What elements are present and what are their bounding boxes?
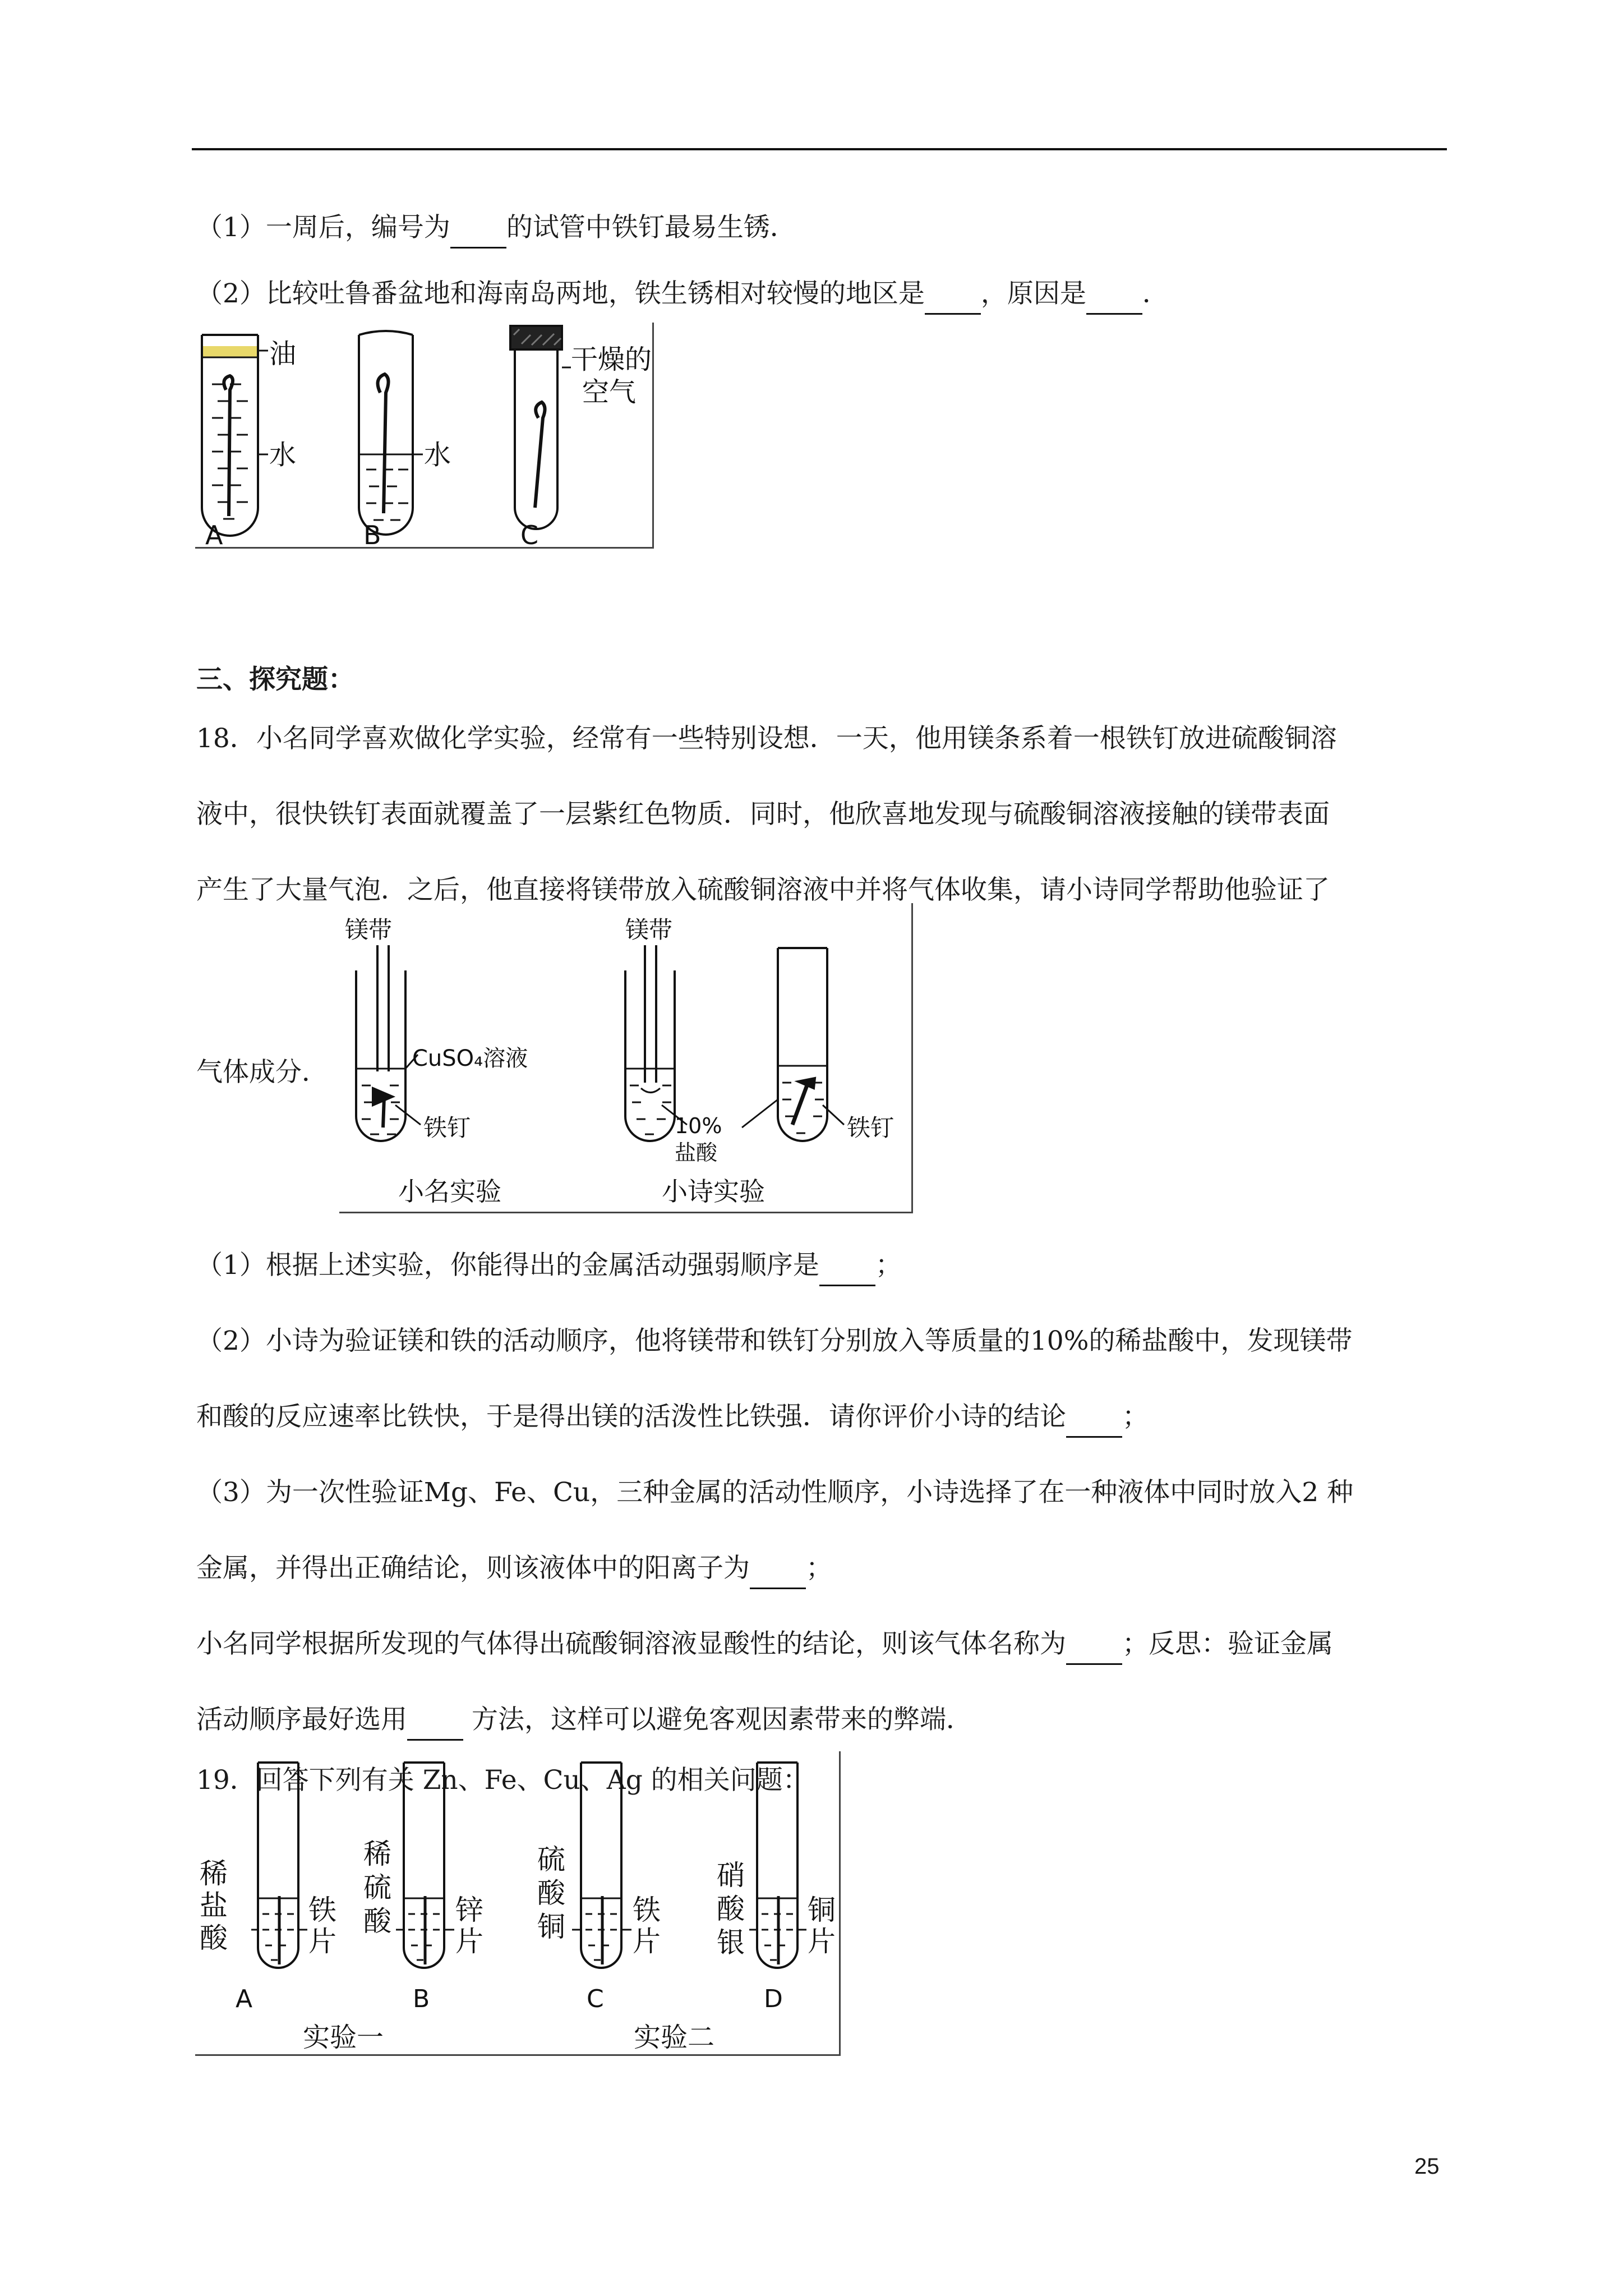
- label-a-right-1: 铁: [308, 1894, 336, 1926]
- label-mg-strip-2: 镁带: [625, 916, 673, 944]
- tube-a: [202, 335, 268, 536]
- label-c-left-3: 铜: [537, 1911, 565, 1943]
- label-oil: 油: [269, 338, 297, 370]
- answer-blank: [407, 1701, 463, 1741]
- q18-part2-line1: （2）小诗为验证镁和铁的活动顺序，他将镁带和铁钉分别放入等质量的10%的稀盐酸中，发现镁带: [196, 1326, 1353, 1356]
- tube-c: [510, 326, 571, 529]
- label-cuso4: CuSO₄溶液: [412, 1046, 528, 1071]
- q17-part1: （1）一周后，编号为 的试管中铁钉最易生锈．: [196, 209, 1447, 249]
- answer-blank: [450, 209, 506, 249]
- tube-d: [749, 1763, 806, 1968]
- label-iron-nail-2: 铁钉: [847, 1114, 895, 1142]
- label-dry-air-1: 干燥的: [571, 344, 652, 375]
- label-d-left-2: 酸: [717, 1893, 745, 1925]
- xiaoshi-tube-1: [625, 945, 687, 1141]
- label-b-left-2: 硫: [363, 1871, 391, 1904]
- q17-test-tube-figure: [195, 323, 654, 549]
- tube-c: [572, 1763, 631, 1968]
- label-a-right-2: 片: [308, 1925, 336, 1958]
- answer-blank: [1066, 1625, 1122, 1665]
- answer-blank: [925, 275, 981, 315]
- q18-part3-line1: （3）为一次性验证Mg、Fe、Cu，三种金属的活动性顺序，小诗选择了在一种液体中同时放入2 种: [196, 1477, 1354, 1508]
- page-number: 25: [1414, 2154, 1440, 2179]
- xiaoshi-tube-2: [742, 948, 844, 1141]
- label-b-right-1: 锌: [455, 1894, 483, 1926]
- answer-blank: [750, 1549, 806, 1589]
- label-c-left-2: 酸: [537, 1877, 565, 1910]
- label-b-right-2: 片: [455, 1925, 483, 1958]
- q18-line-2: 液中，很快铁钉表面就覆盖了一层紫红色物质．同时，他欣喜地发现与硫酸铜溶液接触的镁带表面: [196, 799, 1330, 830]
- label-a-left-3: 酸: [200, 1922, 228, 1954]
- q18-part2-line2: 和酸的反应速率比铁快，于是得出镁的活泼性比铁强．请你评价小诗的结论 ；: [196, 1398, 1447, 1438]
- label-d-right-2: 片: [808, 1925, 836, 1958]
- label-c-right-1: 铁: [633, 1894, 661, 1926]
- tube-label-b: B: [363, 520, 381, 547]
- tube-b: [359, 331, 423, 535]
- answer-blank: [1066, 1398, 1122, 1438]
- answer-blank: [1086, 275, 1142, 315]
- label-a-left-2: 盐: [200, 1889, 228, 1922]
- section-heading: 三、探究题：: [196, 664, 354, 695]
- tube-label-c: C: [520, 520, 539, 547]
- label-water-a: 水: [269, 439, 297, 471]
- q18-line-4: 气体成分．: [196, 1057, 328, 1088]
- tube-label-d: D: [764, 1985, 783, 2013]
- q18-reflect-line1: 小名同学根据所发现的气体得出硫酸铜溶液显酸性的结论，则该气体名称为 ；反思：验证金属: [196, 1625, 1447, 1665]
- q19-stem: 19．回答下列有关 Zn、Fe、Cu、Ag 的相关问题：: [196, 1765, 809, 1796]
- label-d-right-1: 铜: [808, 1894, 836, 1926]
- q19-experiment-figure: [195, 1751, 841, 2056]
- q18-reflect-line2: 活动顺序最好选用 方法，这样可以避免客观因素带来的弊端．: [196, 1701, 1447, 1741]
- caption-exp-1: 实验一: [303, 2022, 384, 2053]
- label-dry-air-2: 空气: [582, 376, 637, 408]
- caption-xiaoming: 小名实验: [398, 1176, 501, 1207]
- label-c-right-2: 片: [633, 1925, 661, 1958]
- label-c-left-1: 硫: [537, 1843, 565, 1876]
- label-hcl: 盐酸: [675, 1140, 718, 1165]
- caption-exp-2: 实验二: [634, 2022, 715, 2053]
- label-d-left-1: 硝: [717, 1859, 745, 1892]
- q18-line-1: 18．小名同学喜欢做化学实验，经常有一些特别设想．一天，他用镁条系着一根铁钉放进硫酸铜溶: [196, 723, 1337, 754]
- header-rule: [192, 148, 1447, 150]
- q18-part3-line2: 金属，并得出正确结论，则该液体中的阳离子为 ；: [196, 1549, 1447, 1589]
- q18-line-3: 产生了大量气泡．之后，他直接将镁带放入硫酸铜溶液中并将气体收集，请小诗同学帮助他验证了: [196, 875, 1330, 905]
- q17-part2: （2）比较吐鲁番盆地和海南岛两地，铁生锈相对较慢的地区是 ，原因是 ．: [196, 275, 1447, 315]
- caption-xiaoshi: 小诗实验: [662, 1176, 765, 1207]
- tube-label-a: A: [236, 1985, 253, 2013]
- tube-b: [396, 1763, 454, 1968]
- label-d-left-3: 银: [717, 1926, 745, 1959]
- tube-label-b: B: [413, 1985, 430, 2013]
- tube-label-a: A: [205, 520, 223, 547]
- tube-a: [251, 1763, 307, 1968]
- answer-blank: [819, 1246, 875, 1286]
- label-mg-strip-1: 镁带: [345, 916, 393, 944]
- label-iron-nail-1: 铁钉: [423, 1114, 471, 1142]
- label-b-left-1: 稀: [363, 1838, 391, 1870]
- xiaoming-tube: [356, 945, 421, 1141]
- label-b-left-3: 酸: [363, 1905, 391, 1938]
- label-water-b: 水: [424, 439, 451, 471]
- label-a-left-1: 稀: [200, 1857, 228, 1890]
- q18-experiment-figure: [339, 903, 913, 1213]
- tube-label-c: C: [587, 1985, 604, 2013]
- label-10pct: 10%: [675, 1114, 722, 1138]
- q18-part1: （1）根据上述实验，你能得出的金属活动强弱顺序是 ；: [196, 1246, 1447, 1286]
